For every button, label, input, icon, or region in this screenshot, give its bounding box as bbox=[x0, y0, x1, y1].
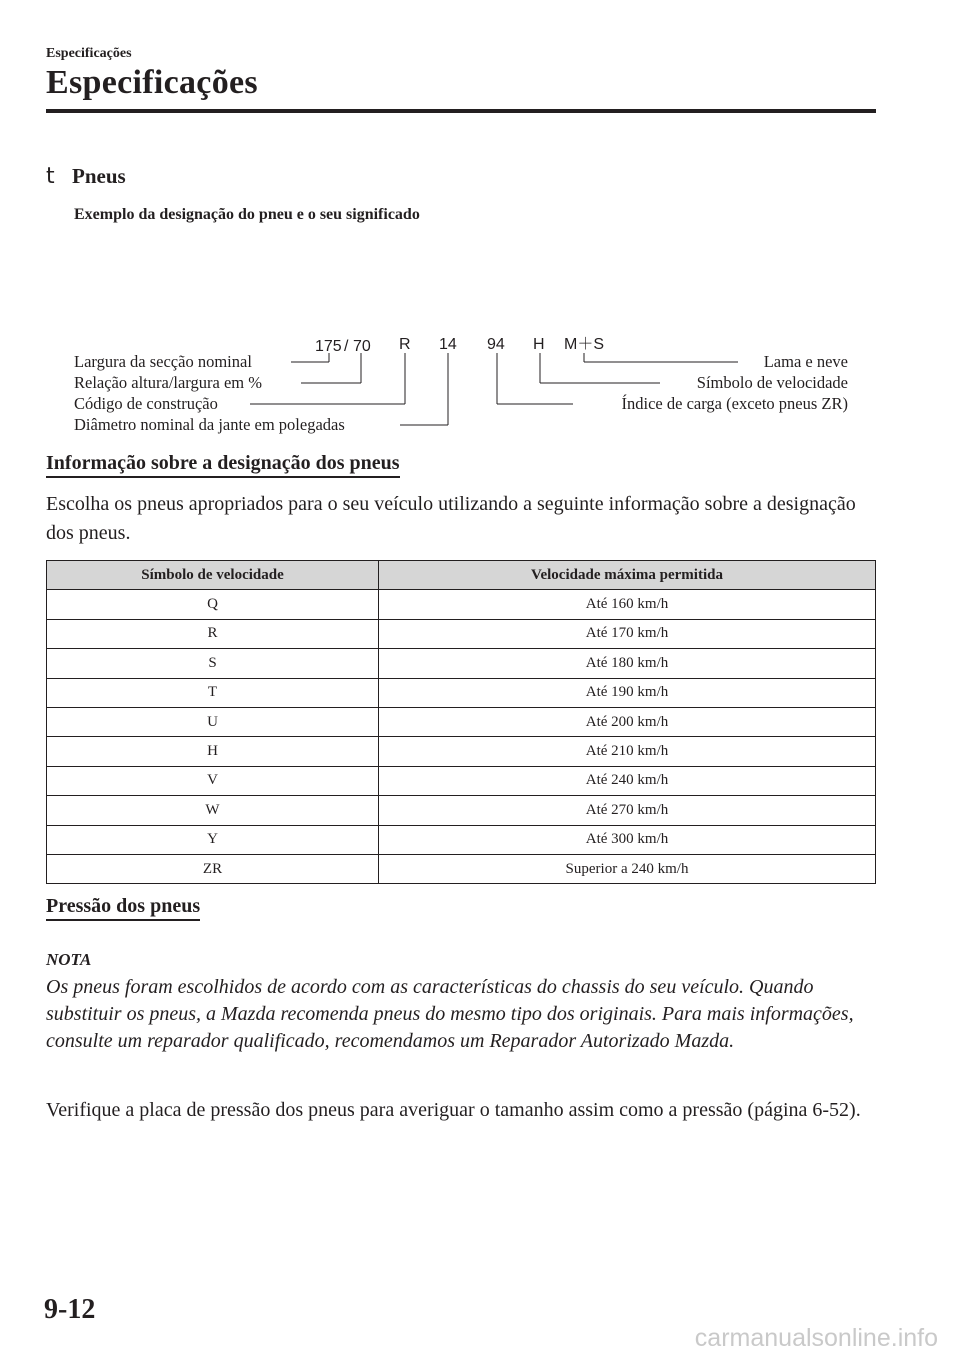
speed-cell: Até 200 km/h bbox=[379, 707, 876, 736]
label-rim-diameter: Diâmetro nominal da jante em polegadas bbox=[74, 415, 345, 434]
label-load-index: Índice de carga (exceto pneus ZR) bbox=[621, 394, 848, 413]
diagram-subtitle: Exemplo da designação do pneu e o seu significado bbox=[74, 206, 420, 223]
symbol-cell: U bbox=[47, 707, 379, 736]
symbol-cell: R bbox=[47, 619, 379, 648]
speed-cell: Superior a 240 km/h bbox=[379, 854, 876, 883]
tire-designation-diagram bbox=[0, 320, 960, 440]
watermark: carmanualsonline.info bbox=[694, 1324, 938, 1352]
speed-cell: Até 180 km/h bbox=[379, 649, 876, 678]
label-aspect-ratio: Relação altura/largura em % bbox=[74, 373, 262, 392]
symbol-cell: V bbox=[47, 766, 379, 795]
label-speed-symbol: Símbolo de velocidade bbox=[696, 373, 848, 392]
table-row bbox=[47, 707, 876, 736]
speed-cell: Até 240 km/h bbox=[379, 766, 876, 795]
speed-symbol-table bbox=[46, 560, 876, 884]
label-construction-code: Código de construção bbox=[74, 394, 218, 413]
section-bullet-icon: t bbox=[46, 164, 55, 189]
info-paragraph: Escolha os pneus apropriados para o seu veículo utilizando a seguinte informação sobre a designação dos pneus. bbox=[46, 493, 856, 544]
pressure-heading: Pressão dos pneus bbox=[46, 895, 200, 921]
table-row bbox=[47, 737, 876, 766]
note-label: NOTA bbox=[46, 950, 92, 969]
symbol-cell: Y bbox=[47, 825, 379, 854]
table-row bbox=[47, 590, 876, 619]
pressure-paragraph: Verifique a placa de pressão dos pneus para averiguar o tamanho assim como a pressão (página 6-52). bbox=[46, 1099, 861, 1121]
table-row bbox=[47, 766, 876, 795]
speed-cell: Até 210 km/h bbox=[379, 737, 876, 766]
symbol-cell: ZR bbox=[47, 854, 379, 883]
note-text: Os pneus foram escolhidos de acordo com as características do chassis do seu veículo. Quando substituir os pneus, a Mazda recomenda pneus do mesmo tipo dos originais. Para mais informações, consulte um reparador qualificado, recomendamos um Reparador Autorizado Mazda. bbox=[46, 976, 854, 1052]
symbol-cell: Q bbox=[47, 590, 379, 619]
code-load: 94 bbox=[487, 336, 505, 353]
code-speed: H bbox=[533, 336, 545, 353]
page-title: Especificações bbox=[46, 64, 258, 101]
speed-cell: Até 300 km/h bbox=[379, 825, 876, 854]
speed-cell: Até 190 km/h bbox=[379, 678, 876, 707]
code-slash: / bbox=[344, 338, 349, 355]
code-mud-snow: M＋S bbox=[564, 336, 605, 353]
symbol-cell: W bbox=[47, 796, 379, 825]
table-row bbox=[47, 649, 876, 678]
symbol-cell: H bbox=[47, 737, 379, 766]
speed-cell: Até 160 km/h bbox=[379, 590, 876, 619]
table-row bbox=[47, 619, 876, 648]
code-construction: R bbox=[399, 336, 411, 353]
label-section-width: Largura da secção nominal bbox=[74, 352, 252, 371]
breadcrumb: Especificações bbox=[46, 46, 132, 61]
code-diameter: 14 bbox=[439, 336, 457, 353]
header-divider bbox=[46, 109, 876, 113]
table-row bbox=[47, 825, 876, 854]
table-row bbox=[47, 854, 876, 883]
info-heading: Informação sobre a designação dos pneus bbox=[46, 452, 400, 478]
label-mud-snow: Lama e neve bbox=[763, 352, 848, 371]
section-title: Pneus bbox=[72, 164, 126, 188]
code-ratio: 70 bbox=[353, 338, 371, 355]
speed-cell: Até 170 km/h bbox=[379, 619, 876, 648]
header-speed-symbol: Símbolo de velocidade bbox=[47, 561, 379, 590]
page-number: 9-12 bbox=[44, 1294, 96, 1325]
symbol-cell: T bbox=[47, 678, 379, 707]
table-header-row bbox=[47, 561, 876, 590]
symbol-cell: S bbox=[47, 649, 379, 678]
speed-cell: Até 270 km/h bbox=[379, 796, 876, 825]
table-row bbox=[47, 796, 876, 825]
table-row bbox=[47, 678, 876, 707]
header-max-speed: Velocidade máxima permitida bbox=[379, 561, 876, 590]
code-width: 175 bbox=[315, 338, 342, 355]
